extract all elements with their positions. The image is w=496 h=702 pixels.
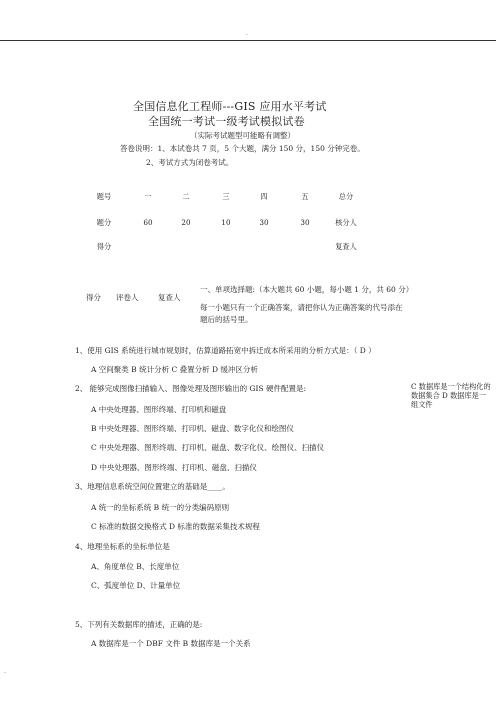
section1-grader-label: 评卷人 (116, 293, 139, 302)
question-2-option-a: A 中央处理器、图形终端、打印机和磁盘 (91, 405, 227, 414)
points-cell: 10 (221, 218, 231, 227)
section1-score-label: 得分 (86, 293, 101, 302)
points-cell: 30 (300, 218, 310, 227)
section1-desc-1: 每一小题只有一个正确答案，请把你认为正确答案的代号添在 (200, 303, 403, 312)
table-header: 二 (182, 192, 190, 201)
question-2: 2、 能够完成图像扫描输入、图像处理及图形输出的 GIS 硬件配置是: (75, 384, 307, 393)
score-row-label: 得分 (96, 242, 112, 251)
question-3: 3、地理信息系统空间位置建立的基础是____。 (75, 482, 230, 491)
question-4-options-cd: C、弧度单位 D、计量单位 (91, 581, 181, 590)
points-cell: 30 (259, 218, 269, 227)
table-header: 五 (301, 192, 309, 201)
section1-desc-2: 题后的括号里。 (200, 315, 253, 324)
footer-mark: . (4, 668, 6, 675)
table-header: 三 (222, 192, 230, 201)
reviewer-label: 核分人 (335, 218, 357, 227)
table-header: 总分 (338, 192, 354, 201)
points-row-label: 题分 (96, 218, 112, 227)
instructions-line-1: 答卷说明：1、本试卷共 7 页，5 个大题，满分 150 分，150 分钟完卷。 (120, 144, 365, 153)
question-2-option-d: D 中央处理器、图形终端、打印机、磁盘、扫描仪 (91, 463, 257, 472)
question-5-options-ab: A 数据库是一个 DBF 文件 B 数据库是一个关系 (91, 639, 251, 648)
table-header: 一 (144, 192, 152, 201)
points-cell: 20 (181, 218, 191, 227)
header-rule (0, 40, 496, 41)
header-mark: . (246, 30, 248, 37)
question-4: 4、地理坐标系的坐标单位是 (75, 542, 170, 551)
exam-note: （实际考试题型可能略有调整） (190, 131, 295, 140)
question-5: 5、下列有关数据库的描述，正确的是: (75, 620, 203, 629)
exam-title: 全国信息化工程师---GIS 应用水平考试 (133, 100, 327, 113)
rechecker-label: 复查人 (335, 242, 357, 251)
question-4-options-ab: A、角度单位 B、长度单位 (91, 562, 180, 571)
question-2-option-b: B 中央处理器、图形终端、打印机、磁盘、数字化仪和绘图仪 (91, 424, 294, 433)
section1-rechecker-label: 复查人 (158, 293, 181, 302)
question-1: 1、使用 GIS 系统进行城市规划时，估算道路拓宽中拆迁成本所采用的分析方式是：（ D ） (75, 346, 376, 355)
question-1-options: A 空间聚类 B 统计分析 C 叠置分析 D 缓冲区分析 (91, 365, 258, 374)
question-3-options-ab: A 统一的坐标系统 B 统一的分类编码原则 (91, 503, 230, 512)
exam-subtitle: 全国统一考试一级考试模拟试卷 (148, 115, 305, 128)
instructions-line-2: 2、考试方式为闭卷考试。 (146, 158, 234, 167)
question-3-options-cd: C 标准的数据交换格式 D 标准的数据采集技术规程 (91, 522, 260, 531)
section1-heading: 一、单项选择题:（本大题共 60 小题，每小题 1 分，共 60 分） (200, 285, 414, 294)
question-2-option-c: C 中央处理器、图形终端、打印机、磁盘、数字化仪、绘图仪、扫描仪 (91, 443, 325, 452)
points-cell: 60 (143, 218, 153, 227)
table-header: 题号 (96, 192, 112, 201)
table-header: 四 (260, 192, 268, 201)
side-note-options: C 数据库是一个结构化的数据集合 D 数据库是一组文件 (411, 382, 491, 409)
